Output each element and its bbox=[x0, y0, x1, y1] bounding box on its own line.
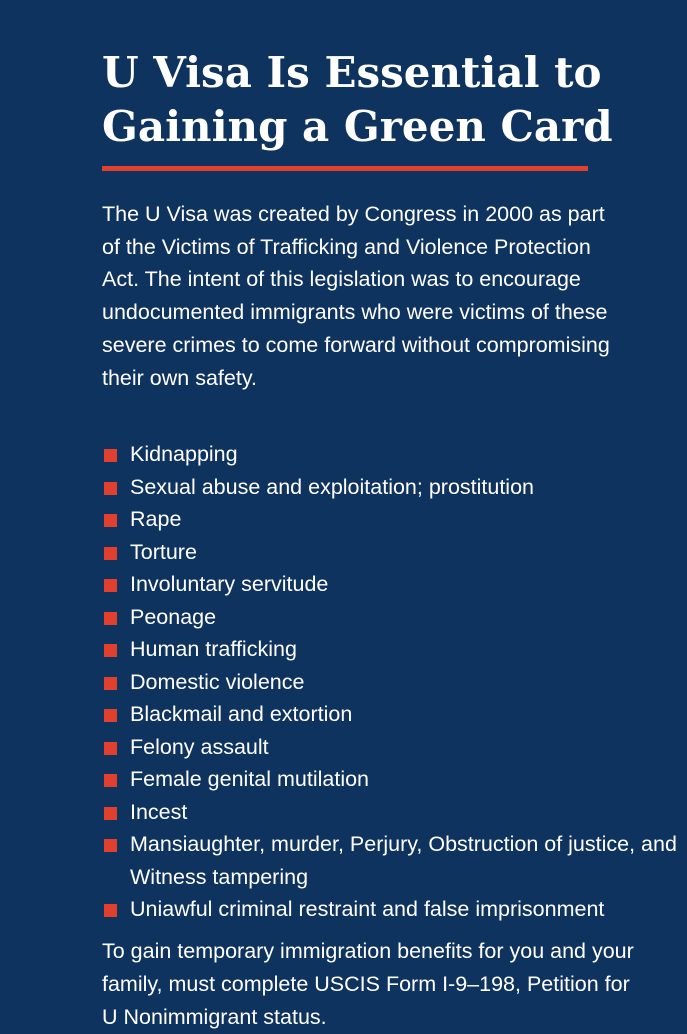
bullet-square-icon bbox=[104, 839, 117, 852]
outro-paragraph: To gain temporary immigration benefits for you and your family, must complete USCIS Form I-9–198, Petition for U Nonimmigrant status. bbox=[102, 939, 634, 1029]
list-item-text: Torture bbox=[130, 539, 197, 564]
list-item-text: Kidnapping bbox=[130, 442, 238, 466]
list-item-text: Rape bbox=[130, 507, 182, 531]
list-item bbox=[102, 601, 682, 634]
list-item bbox=[102, 536, 682, 569]
list-item-text: Incest bbox=[130, 799, 188, 824]
list-item bbox=[102, 633, 682, 666]
bullet-square-icon bbox=[104, 904, 117, 917]
list-item bbox=[102, 731, 682, 764]
list-item-text: Domestic violence bbox=[130, 669, 305, 694]
list-item bbox=[102, 666, 682, 699]
list-item bbox=[102, 893, 682, 926]
bullet-square-icon bbox=[104, 612, 117, 625]
list-item-text: Mansiaughter, murder, Perjury, Obstruction of justice, and Witness tampering bbox=[130, 832, 677, 889]
bullet-square-icon bbox=[104, 807, 117, 820]
bullet-square-icon bbox=[104, 709, 117, 722]
intro-paragraph: The U Visa was created by Congress in 2000 as part of the Victims of Trafficking and Violence Protection Act. The intent of this legislation was to encourage undocumented immigrants who were victims of these severe crimes to come forward without compromising their own safety. bbox=[102, 202, 610, 390]
bullet-square-icon bbox=[104, 774, 117, 787]
crime-list bbox=[102, 438, 682, 926]
list-item-text: Sexual abuse and exploitation; prostitution bbox=[130, 474, 534, 499]
list-item bbox=[102, 471, 682, 504]
bullet-square-icon bbox=[104, 677, 117, 690]
bullet-square-icon bbox=[104, 547, 117, 560]
bullet-square-icon bbox=[104, 482, 117, 495]
list-item bbox=[102, 828, 682, 893]
list-item-text: Peonage bbox=[130, 604, 217, 629]
bullet-square-icon bbox=[104, 514, 117, 527]
list-item bbox=[102, 763, 682, 796]
list-item-text: Involuntary servitude bbox=[130, 572, 329, 596]
list-item-text: Human trafficking bbox=[130, 637, 297, 661]
list-item bbox=[102, 796, 682, 829]
list-item bbox=[102, 503, 682, 536]
list-item-text: Felony assault bbox=[130, 734, 269, 759]
list-item bbox=[102, 438, 682, 471]
bullet-square-icon bbox=[104, 579, 117, 592]
bullet-square-icon bbox=[104, 449, 117, 462]
list-item bbox=[102, 698, 682, 731]
bullet-square-icon bbox=[104, 644, 117, 657]
list-item-text: Uniawful criminal restraint and false imprisonment bbox=[130, 897, 605, 921]
list-item bbox=[102, 568, 682, 601]
list-item-text: Blackmail and extortion bbox=[130, 702, 353, 726]
page-title: U Visa Is Essential to Gaining a Green Card bbox=[102, 48, 613, 151]
title-underline bbox=[102, 166, 588, 171]
list-item-text: Female genital mutilation bbox=[130, 767, 370, 791]
bullet-square-icon bbox=[104, 742, 117, 755]
